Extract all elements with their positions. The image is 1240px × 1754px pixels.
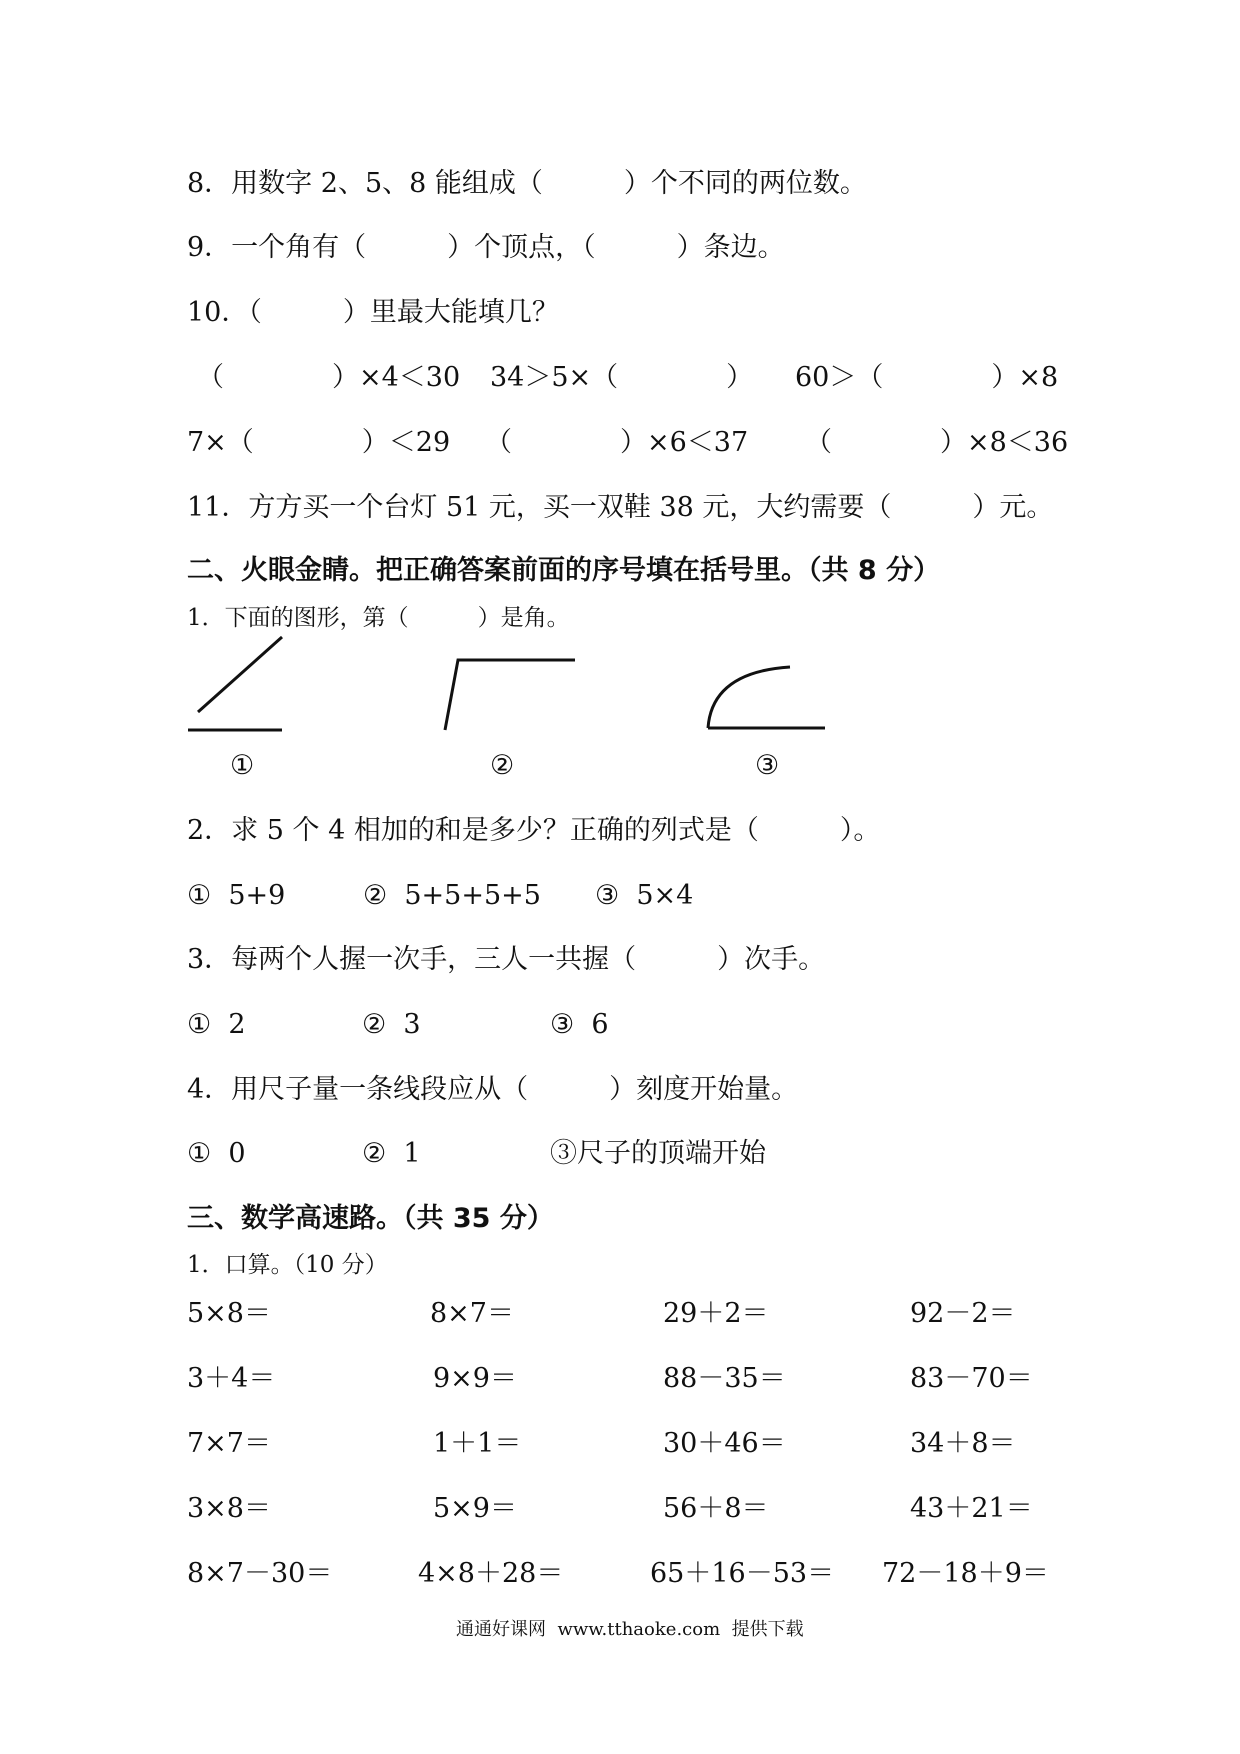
q3-option: ③ 6	[550, 1009, 609, 1040]
section-heading-3: 三、数学高速路。（共 35 分）	[187, 1203, 554, 1234]
calc-item: 88－35＝	[663, 1363, 786, 1394]
figure-2-angle	[445, 660, 575, 730]
calc-item: 34＋8＝	[910, 1428, 1016, 1459]
part2-question-4: 4．用尺子量一条线段应从（ ）刻度开始量。	[187, 1074, 799, 1105]
q10-item: （ ）×6＜37	[485, 427, 749, 458]
q3-option: ① 2	[187, 1009, 246, 1040]
q10-item: （ ）×4＜30	[197, 362, 461, 393]
figure-label: ②	[490, 750, 515, 781]
calc-item: 65＋16－53＝	[650, 1558, 835, 1589]
part2-question-3: 3．每两个人握一次手，三人一共握（ ）次手。	[187, 944, 826, 975]
part3-question-1: 1．口算。（10 分）	[187, 1252, 388, 1278]
q10-item: 34＞5×（ ）	[490, 362, 754, 393]
q10-item: （ ）×8＜36	[805, 427, 1069, 458]
footer-text: 通通好课网 www.tthaoke.com 提供下载	[456, 1619, 804, 1640]
part2-question-2: 2．求 5 个 4 相加的和是多少？正确的列式是（ ）。	[187, 815, 881, 846]
calc-item: 5×9＝	[433, 1493, 517, 1524]
q3-option: ② 3	[362, 1009, 421, 1040]
q4-option: ② 1	[362, 1138, 421, 1169]
q4-option: ① 0	[187, 1138, 246, 1169]
q10-item: 60＞（ ）×8	[795, 362, 1059, 393]
calc-item: 5×8＝	[187, 1298, 271, 1329]
q2-option: ③ 5×4	[595, 880, 694, 911]
question-8: 8．用数字 2、5、8 能组成（ ）个不同的两位数。	[187, 168, 867, 199]
calc-item: 4×8＋28＝	[418, 1558, 564, 1589]
calc-item: 30＋46＝	[663, 1428, 786, 1459]
part2-question-1: 1．下面的图形，第（ ）是角。	[187, 605, 570, 631]
question-11: 11．方方买一个台灯 51 元，买一双鞋 38 元，大约需要（ ）元。	[187, 492, 1054, 523]
q2-option: ② 5+5+5+5	[363, 880, 541, 911]
calc-item: 8×7－30＝	[187, 1558, 333, 1589]
figure-label: ①	[230, 750, 255, 781]
calc-item: 9×9＝	[433, 1363, 517, 1394]
q10-item: 7×（ ）＜29	[187, 427, 451, 458]
calc-item: 72－18＋9＝	[882, 1558, 1049, 1589]
section-heading-2: 二、火眼金睛。把正确答案前面的序号填在括号里。（共 8 分）	[187, 555, 941, 586]
calc-item: 3×8＝	[187, 1493, 271, 1524]
calc-item: 8×7＝	[430, 1298, 514, 1329]
figure-3-arc	[708, 667, 790, 728]
calc-item: 83－70＝	[910, 1363, 1033, 1394]
question-9: 9．一个角有（ ）个顶点，（ ）条边。	[187, 232, 785, 263]
calc-item: 1＋1＝	[433, 1428, 522, 1459]
q4-option: ③尺子的顶端开始	[550, 1138, 766, 1169]
calc-item: 29＋2＝	[663, 1298, 769, 1329]
question-10: 10．（ ）里最大能填几？	[187, 297, 559, 328]
figure-label: ③	[755, 750, 780, 781]
calc-item: 3＋4＝	[187, 1363, 276, 1394]
calc-item: 92－2＝	[910, 1298, 1016, 1329]
calc-item: 43＋21＝	[910, 1493, 1033, 1524]
figure-1-slanted-line	[198, 637, 282, 712]
calc-item: 7×7＝	[187, 1428, 271, 1459]
q2-option: ① 5+9	[187, 880, 286, 911]
calc-item: 56＋8＝	[663, 1493, 769, 1524]
